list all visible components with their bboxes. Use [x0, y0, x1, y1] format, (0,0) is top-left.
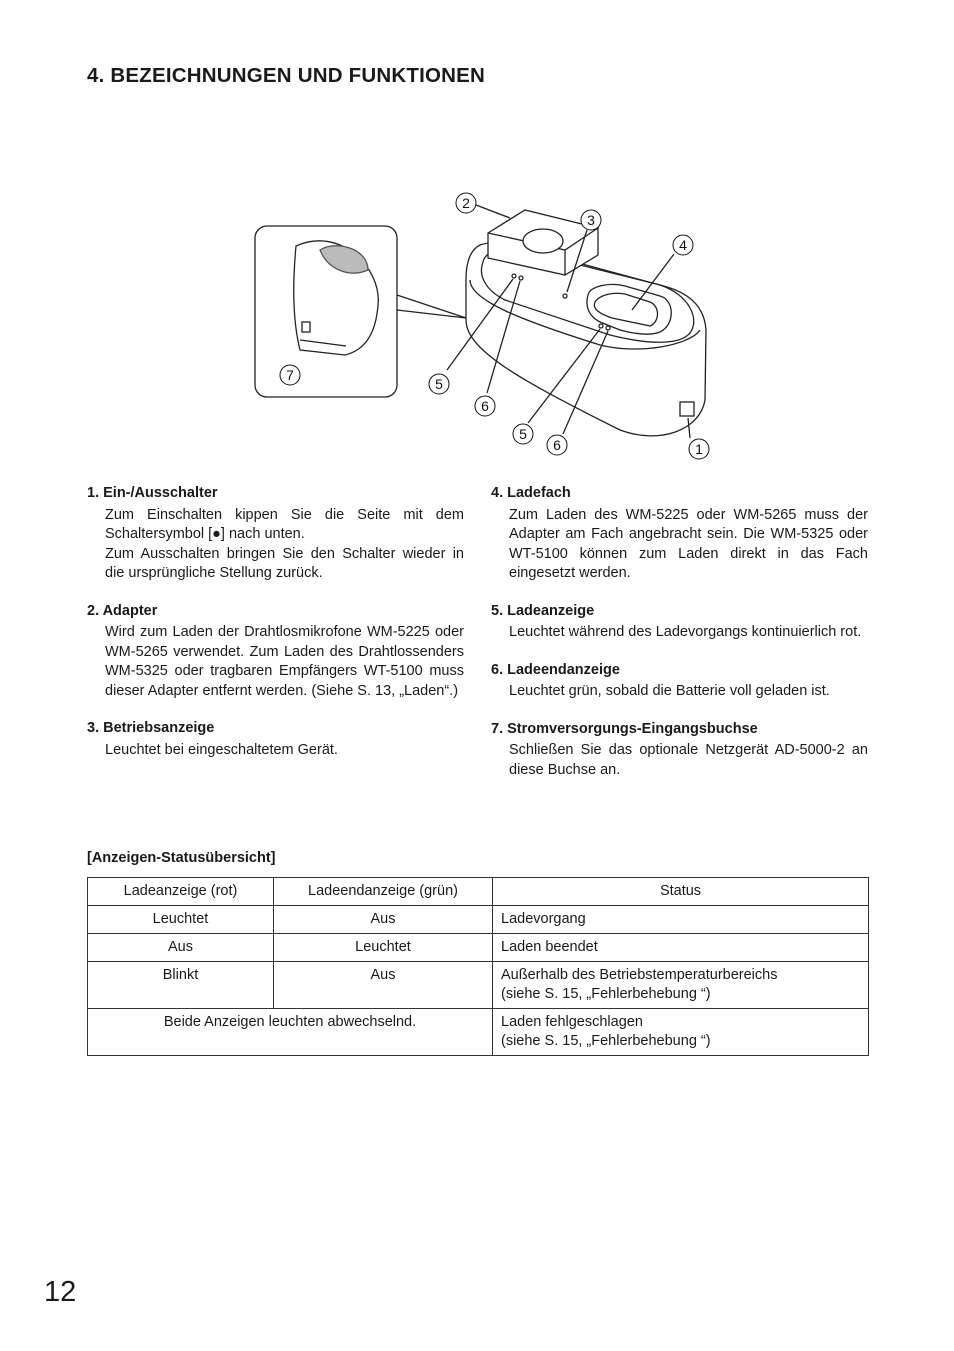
- item-charging-bay: [491, 484, 868, 584]
- table-row: [88, 934, 869, 962]
- description-column-left: [87, 484, 464, 778]
- table-row: [88, 962, 869, 1009]
- page-title: 4. BEZEICHNUNGEN UND FUNKTIONEN: [87, 64, 485, 87]
- table-cell: [493, 962, 869, 1009]
- table-title: [Anzeigen-Statusübersicht]: [87, 850, 276, 866]
- charger-illustration: [250, 188, 720, 468]
- item-text-2: Zum Ausschalten bringen Sie den Schalter wieder in die ursprüngliche Stellung zurück.: [105, 545, 464, 581]
- callout-5a: 5: [435, 376, 443, 392]
- item-power-switch: [87, 484, 464, 584]
- item-title: 6. Ladeendanzeige: [491, 661, 620, 678]
- table-cell: Ladevorgang: [493, 906, 869, 934]
- table-cell: Laden beendet: [493, 934, 869, 962]
- callout-7: 7: [286, 367, 294, 383]
- callout-2: 2: [462, 195, 470, 211]
- callout-3: 3: [587, 212, 595, 228]
- status-line: Laden fehlgeschlagen: [501, 1014, 643, 1030]
- item-title: 7. Stromversorgungs-Eingangsbuchse: [491, 720, 758, 737]
- table-cell: Aus: [88, 934, 274, 962]
- table-cell: Blinkt: [88, 962, 274, 1009]
- table-cell: Aus: [274, 962, 493, 1009]
- item-text: Schließen Sie das optionale Netzgerät AD-5000-2 an diese Buchse an.: [509, 742, 868, 778]
- item-text: Wird zum Laden der Drahtlosmikrofone WM-5225 oder WM-5265 verwendet. Zum Laden des Drahtlossenders WM-5325 oder tragbaren Empfängers WT-5100 muss dieser Adapter entfernt werden. (Siehe S. 13, „Laden“.): [105, 624, 464, 699]
- status-line: Außerhalb des Betriebstemperaturbereichs: [501, 967, 778, 983]
- item-text: Leuchtet während des Ladevorgangs kontinuierlich rot.: [509, 624, 862, 640]
- page-number: 12: [44, 1276, 77, 1308]
- item-title: 4. Ladefach: [491, 485, 571, 501]
- item-title: 2. Adapter: [87, 602, 158, 619]
- header-cell: Ladeanzeige (rot): [88, 878, 274, 906]
- header-cell: Ladeendanzeige (grün): [274, 878, 493, 906]
- table-cell: Leuchtet: [88, 906, 274, 934]
- item-power-input-jack: [491, 720, 868, 781]
- callout-1: 1: [695, 441, 703, 457]
- item-text: Leuchtet grün, sobald die Batterie voll geladen ist.: [509, 683, 830, 699]
- table-cell: Leuchtet: [274, 934, 493, 962]
- item-text: Leuchtet bei eingeschaltetem Gerät.: [105, 741, 338, 758]
- callout-4: 4: [679, 237, 687, 253]
- callout-5b: 5: [519, 426, 527, 442]
- item-power-indicator: [87, 719, 464, 760]
- table-cell-merged: Beide Anzeigen leuchten abwechselnd.: [88, 1009, 493, 1056]
- callout-6a: 6: [481, 398, 489, 414]
- item-charge-indicator: [491, 602, 868, 643]
- item-charge-complete-indicator: [491, 661, 868, 702]
- table-row: [88, 1009, 869, 1056]
- table-header-row: [88, 878, 869, 906]
- item-title: 5. Ladeanzeige: [491, 602, 595, 619]
- table-cell: [493, 1009, 869, 1056]
- item-title: 3. Betriebsanzeige: [87, 720, 215, 736]
- item-text: Zum Laden des WM-5225 oder WM-5265 muss der Adapter am Fach angebracht sein. Die WM-5325 oder WT-5100 können zum Laden direkt in das Fach eingesetzt werden.: [509, 506, 868, 581]
- header-cell: Status: [493, 878, 869, 906]
- status-line-2: (siehe S. 15, „Fehlerbehebung “): [501, 1033, 711, 1049]
- status-table: [87, 877, 869, 1056]
- table-cell: Aus: [274, 906, 493, 934]
- table-row: [88, 906, 869, 934]
- description-column-right: [491, 484, 868, 798]
- status-line-2: (siehe S. 15, „Fehlerbehebung “): [501, 986, 711, 1002]
- item-adapter: [87, 602, 464, 702]
- item-title: 1. Ein-/Ausschalter: [87, 485, 218, 501]
- item-text: Zum Einschalten kippen Sie die Seite mit dem Schaltersymbol [●] nach unten.: [105, 506, 464, 542]
- callout-6b: 6: [553, 437, 561, 453]
